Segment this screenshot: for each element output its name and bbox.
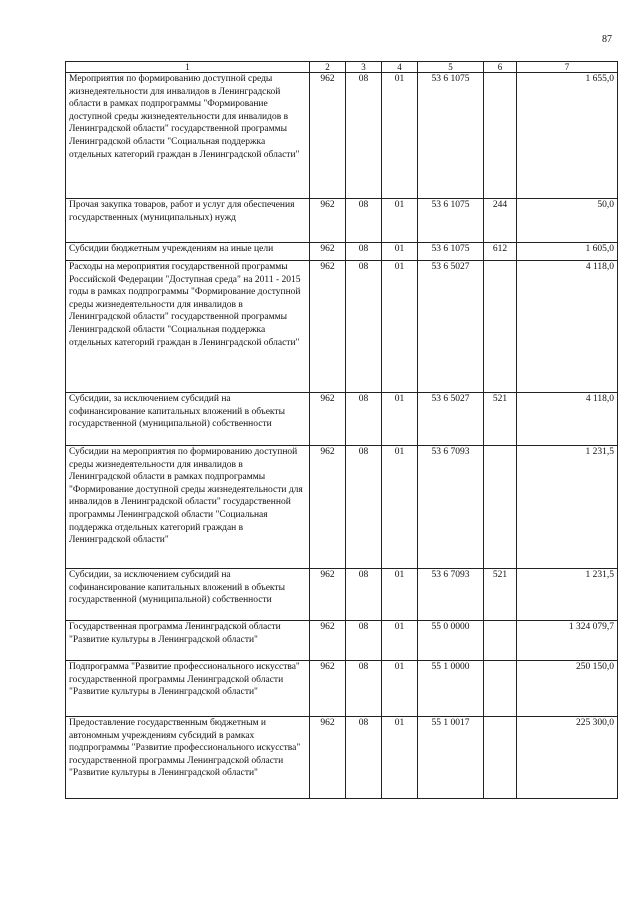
code-cell: 612	[484, 243, 517, 261]
row-name: Государственная программа Ленинградской области "Развитие культуры в Ленинградской области"	[66, 621, 310, 661]
code-cell: 962	[310, 243, 346, 261]
code-cell: 01	[382, 199, 418, 243]
code-cell: 01	[382, 243, 418, 261]
code-cell: 55 1 0017	[418, 717, 484, 799]
row-name: Предоставление государственным бюджетным и автономным учреждениям субсидий в рамках подпрограммы "Развитие профессионального искусства" государственной программы Ленинградской области "Развитие культуры в Ленинградской области"	[66, 717, 310, 799]
code-cell: 962	[310, 393, 346, 446]
code-cell: 08	[346, 261, 382, 393]
code-cell	[484, 717, 517, 799]
header-cell: 5	[418, 62, 484, 73]
code-cell: 53 6 7093	[418, 569, 484, 621]
amount-cell: 1 605,0	[517, 243, 618, 261]
code-cell	[484, 661, 517, 717]
code-cell: 55 1 0000	[418, 661, 484, 717]
table-row	[66, 73, 618, 199]
header-row	[66, 62, 618, 73]
table-row	[66, 393, 618, 446]
code-cell: 01	[382, 569, 418, 621]
table-row	[66, 199, 618, 243]
amount-cell: 1 324 079,7	[517, 621, 618, 661]
code-cell: 08	[346, 621, 382, 661]
row-name: Субсидии, за исключением субсидий на софинансирование капитальных вложений в объекты государственной (муниципальной) собственности	[66, 393, 310, 446]
row-name: Субсидии на мероприятия по формированию доступной среды жизнедеятельности для инвалидов в Ленинградской области в рамках подпрограммы "Формирование доступной среды жизнедеятельности для инвалидов в Ленинградской области" государственной программы Ленинградской области "Социальная поддержка отдельных категорий граждан в Ленинградской области"	[66, 446, 310, 569]
code-cell: 01	[382, 393, 418, 446]
code-cell: 962	[310, 446, 346, 569]
code-cell: 08	[346, 199, 382, 243]
code-cell: 01	[382, 261, 418, 393]
amount-cell: 1 231,5	[517, 446, 618, 569]
row-name: Прочая закупка товаров, работ и услуг для обеспечения государственных (муниципальных) нужд	[66, 199, 310, 243]
amount-cell: 50,0	[517, 199, 618, 243]
code-cell: 962	[310, 569, 346, 621]
table-row	[66, 243, 618, 261]
code-cell: 08	[346, 661, 382, 717]
code-cell: 01	[382, 621, 418, 661]
code-cell: 08	[346, 73, 382, 199]
row-name: Субсидии бюджетным учреждениям на иные цели	[66, 243, 310, 261]
code-cell: 08	[346, 569, 382, 621]
code-cell	[484, 73, 517, 199]
code-cell: 53 6 5027	[418, 393, 484, 446]
header-cell: 1	[66, 62, 310, 73]
code-cell: 962	[310, 717, 346, 799]
table-row	[66, 261, 618, 393]
amount-cell: 250 150,0	[517, 661, 618, 717]
code-cell: 08	[346, 243, 382, 261]
code-cell: 962	[310, 621, 346, 661]
code-cell	[484, 446, 517, 569]
code-cell: 962	[310, 661, 346, 717]
header-cell: 2	[310, 62, 346, 73]
code-cell: 08	[346, 393, 382, 446]
table-row	[66, 661, 618, 717]
code-cell: 55 0 0000	[418, 621, 484, 661]
code-cell: 53 6 5027	[418, 261, 484, 393]
table-row	[66, 621, 618, 661]
code-cell: 521	[484, 393, 517, 446]
code-cell: 01	[382, 661, 418, 717]
code-cell: 962	[310, 199, 346, 243]
header-cell: 3	[346, 62, 382, 73]
row-name: Подпрограмма "Развитие профессионального искусства" государственной программы Ленинградской области "Развитие культуры в Ленинградской области"	[66, 661, 310, 717]
header-cell: 6	[484, 62, 517, 73]
code-cell: 01	[382, 717, 418, 799]
code-cell: 53 6 1075	[418, 243, 484, 261]
code-cell: 08	[346, 446, 382, 569]
amount-cell: 225 300,0	[517, 717, 618, 799]
code-cell	[484, 261, 517, 393]
amount-cell: 1 231,5	[517, 569, 618, 621]
code-cell: 53 6 1075	[418, 199, 484, 243]
code-cell: 01	[382, 446, 418, 569]
row-name: Мероприятия по формированию доступной среды жизнедеятельности для инвалидов в Ленинградской области в рамках подпрограммы "Формирование доступной среды жизнедеятельности для инвалидов в Ленинградской области" государственной программы Ленинградской области "Социальная поддержка отдельных категорий граждан в Ленинградской области"	[66, 73, 310, 199]
code-cell: 244	[484, 199, 517, 243]
header-cell: 7	[517, 62, 618, 73]
amount-cell: 4 118,0	[517, 393, 618, 446]
code-cell: 962	[310, 73, 346, 199]
amount-cell: 4 118,0	[517, 261, 618, 393]
code-cell: 08	[346, 717, 382, 799]
table-row	[66, 717, 618, 799]
row-name: Субсидии, за исключением субсидий на софинансирование капитальных вложений в объекты государственной (муниципальной) собственности	[66, 569, 310, 621]
code-cell	[484, 621, 517, 661]
header-cell: 4	[382, 62, 418, 73]
code-cell: 521	[484, 569, 517, 621]
page-number: 87	[602, 34, 612, 45]
budget-table	[65, 61, 618, 799]
amount-cell: 1 655,0	[517, 73, 618, 199]
code-cell: 53 6 7093	[418, 446, 484, 569]
code-cell: 962	[310, 261, 346, 393]
code-cell: 53 6 1075	[418, 73, 484, 199]
table-row	[66, 569, 618, 621]
row-name: Расходы на мероприятия государственной программы Российской Федерации "Доступная среда" на 2011 - 2015 годы в рамках подпрограммы "Формирование доступной среды жизнедеятельности для инвалидов в Ленинградской области" государственной программы Ленинградской области "Социальная поддержка отдельных категорий граждан в Ленинградской области"	[66, 261, 310, 393]
table-row	[66, 446, 618, 569]
code-cell: 01	[382, 73, 418, 199]
